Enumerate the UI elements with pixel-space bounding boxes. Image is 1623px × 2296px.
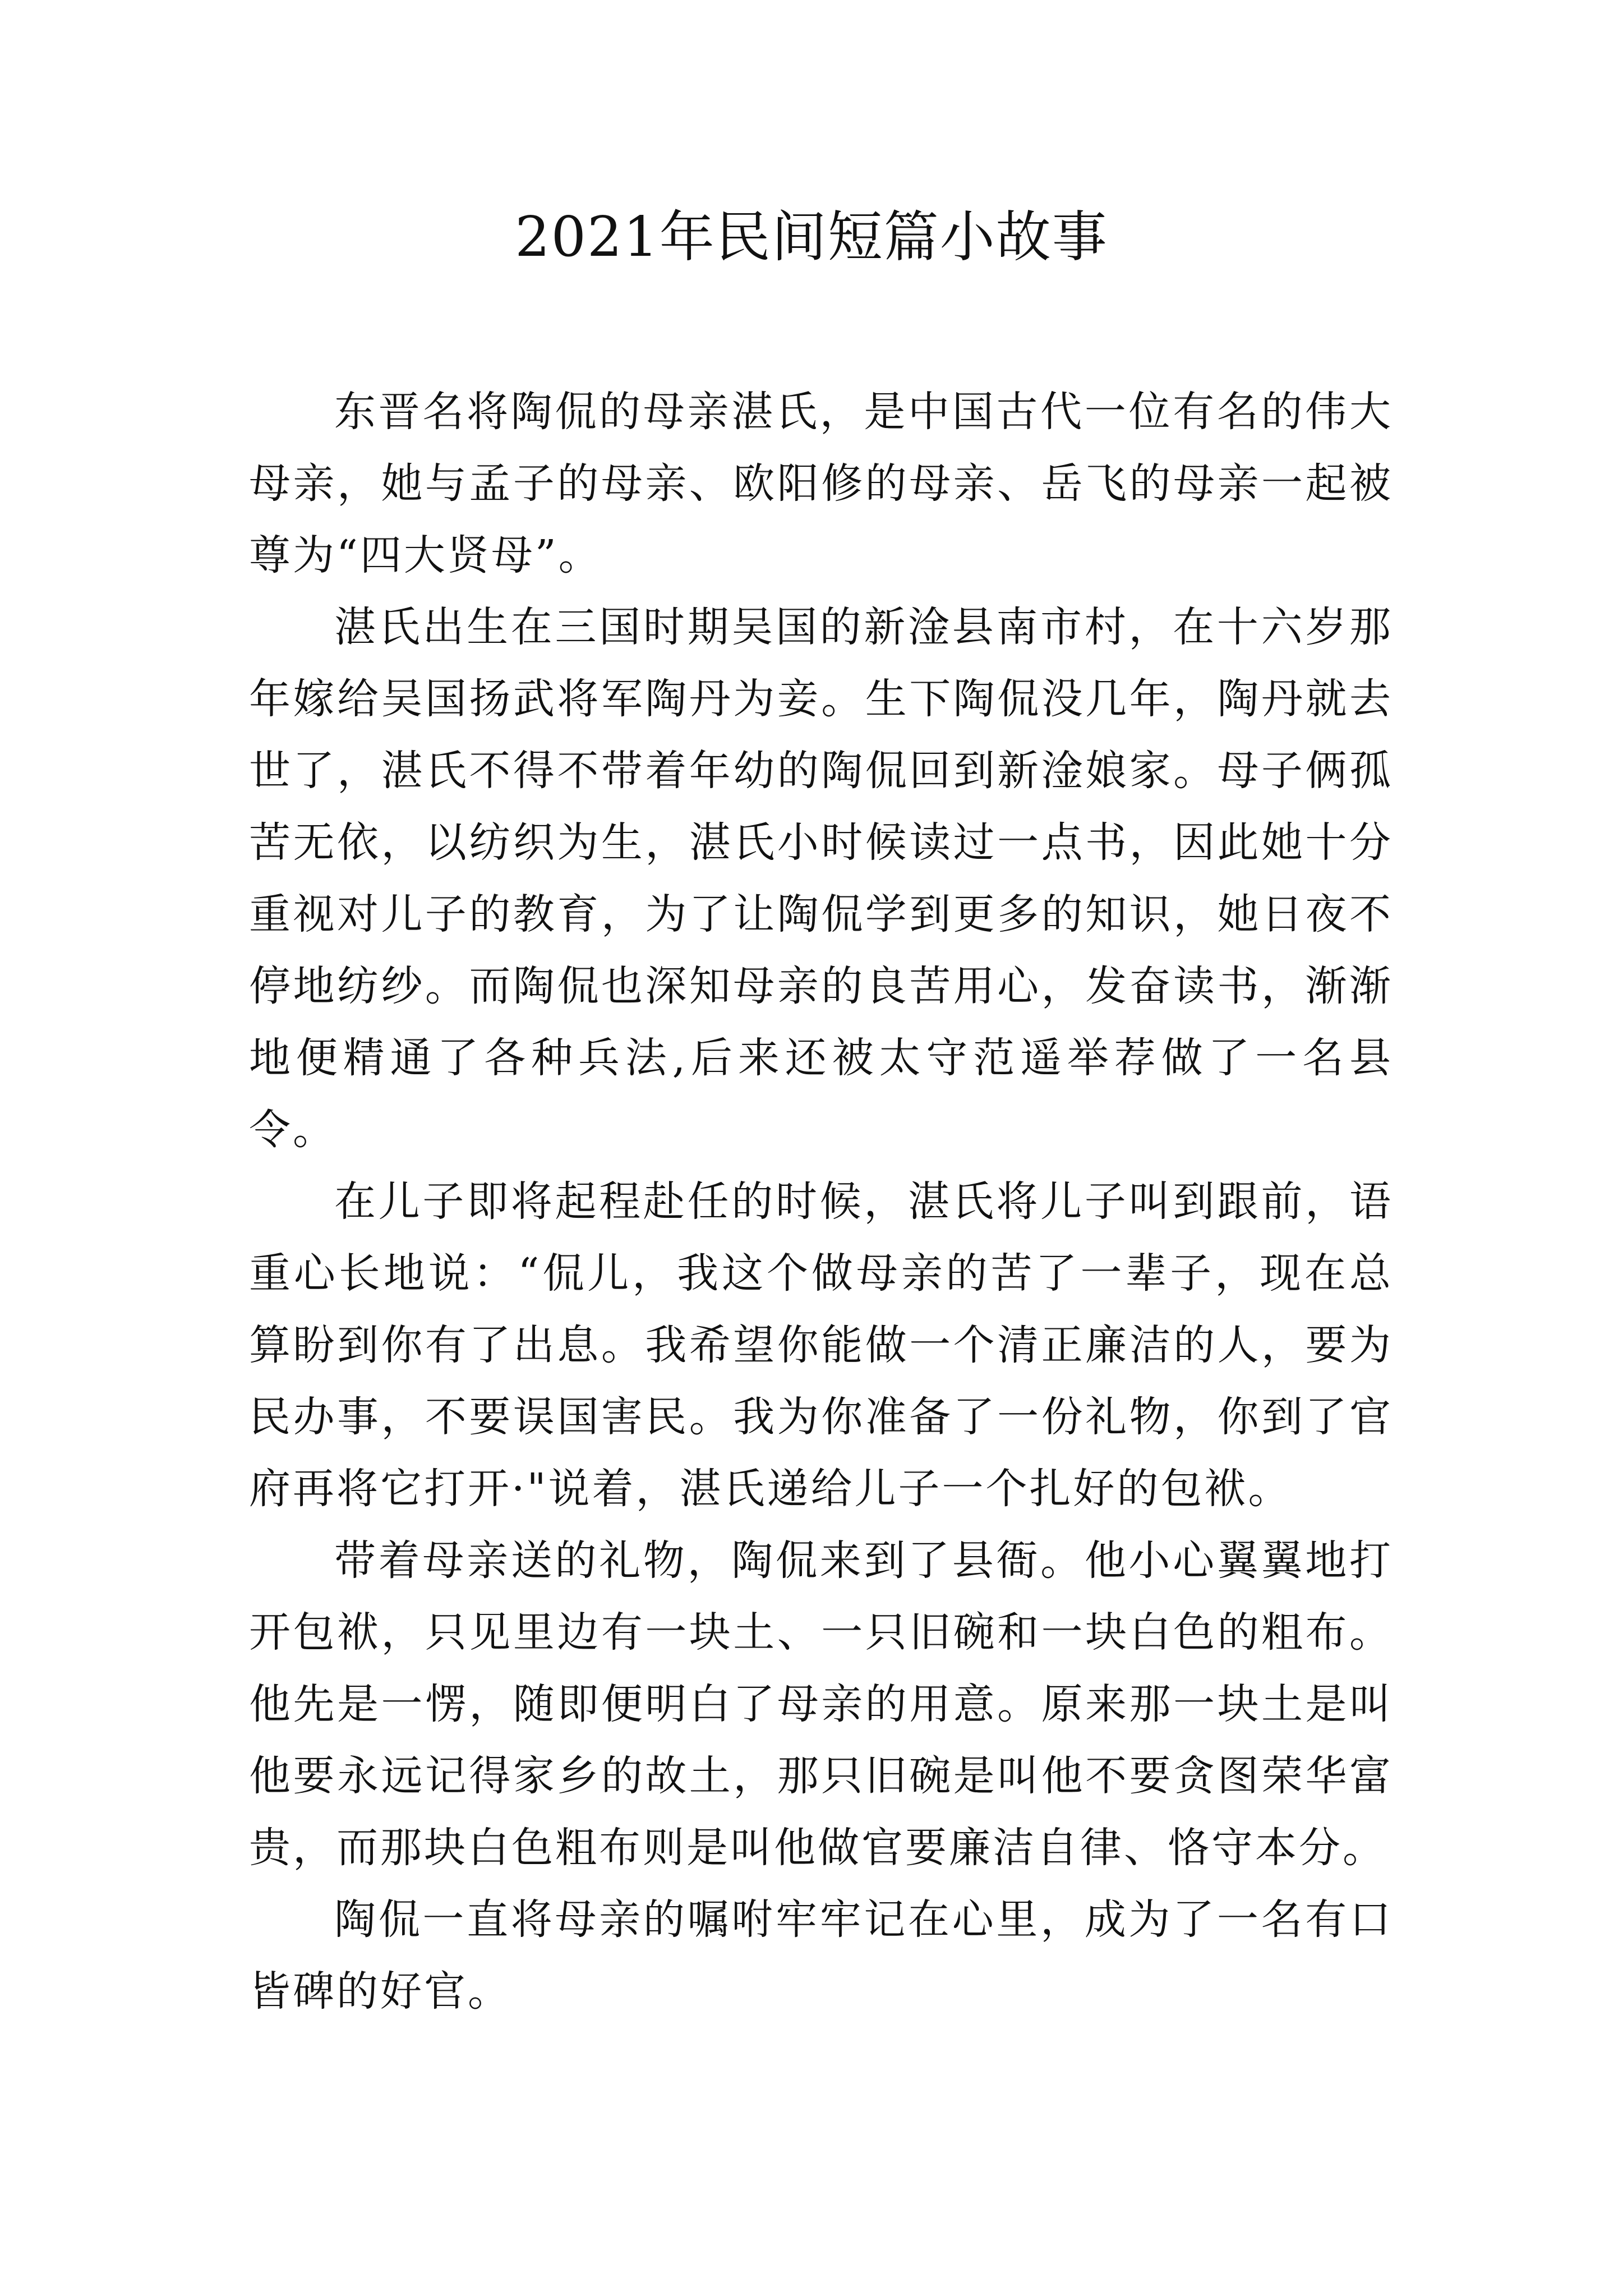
document-title: 2021年民间短篇小故事 — [515, 205, 1108, 269]
paragraph-4: 带着母亲送的礼物，陶侃来到了县衙。他小心翼翼地打开包袱，只见里边有一块土、一只旧碗和一块白色的粗布。他先是一愣，随即便明白了母亲的用意。原来那一块土是叫他要永远记得家乡的故土，那只旧碗是叫他不要贪图荣华富贵，而那块白色粗布则是叫他做官要廉洁自律、恪守本分。 — [249, 1536, 1393, 1872]
document-body — [249, 376, 1393, 2027]
paragraph-2: 湛氏出生在三国时期吴国的新淦县南市村，在十六岁那年嫁给吴国扬武将军陶丹为妾。生下陶侃没几年，陶丹就去世了，湛氏不得不带着年幼的陶侃回到新淦娘家。母子俩孤苦无依，以纺织为生，湛氏小时候读过一点书，因此她十分重视对儿子的教育，为了让陶侃学到更多的知识，她日夜不停地纺纱。而陶侃也深知母亲的良苦用心，发奋读书，渐渐地便精通了各种兵法,后来还被太守范遥举荐做了一名县令。 — [249, 603, 1393, 1154]
paragraph-5: 陶侃一直将母亲的嘱咐牢牢记在心里，成为了一名有口皆碑的好官。 — [249, 1895, 1393, 2016]
paragraph-3: 在儿子即将起程赴任的时候，湛氏将儿子叫到跟前，语重心长地说：“侃儿，我这个做母亲的苦了一辈子，现在总算盼到你有了出息。我希望你能做一个清正廉洁的人，要为民办事，不要误国害民。我为你准备了一份礼物，你到了官府再将它打开·"说着，湛氏递给儿子一个扎好的包袱。 — [249, 1177, 1393, 1513]
paragraph-1: 东晋名将陶侃的母亲湛氏，是中国古代一位有名的伟大母亲，她与孟子的母亲、欧阳修的母亲、岳飞的母亲一起被尊为“四大贤母”。 — [249, 388, 1393, 579]
